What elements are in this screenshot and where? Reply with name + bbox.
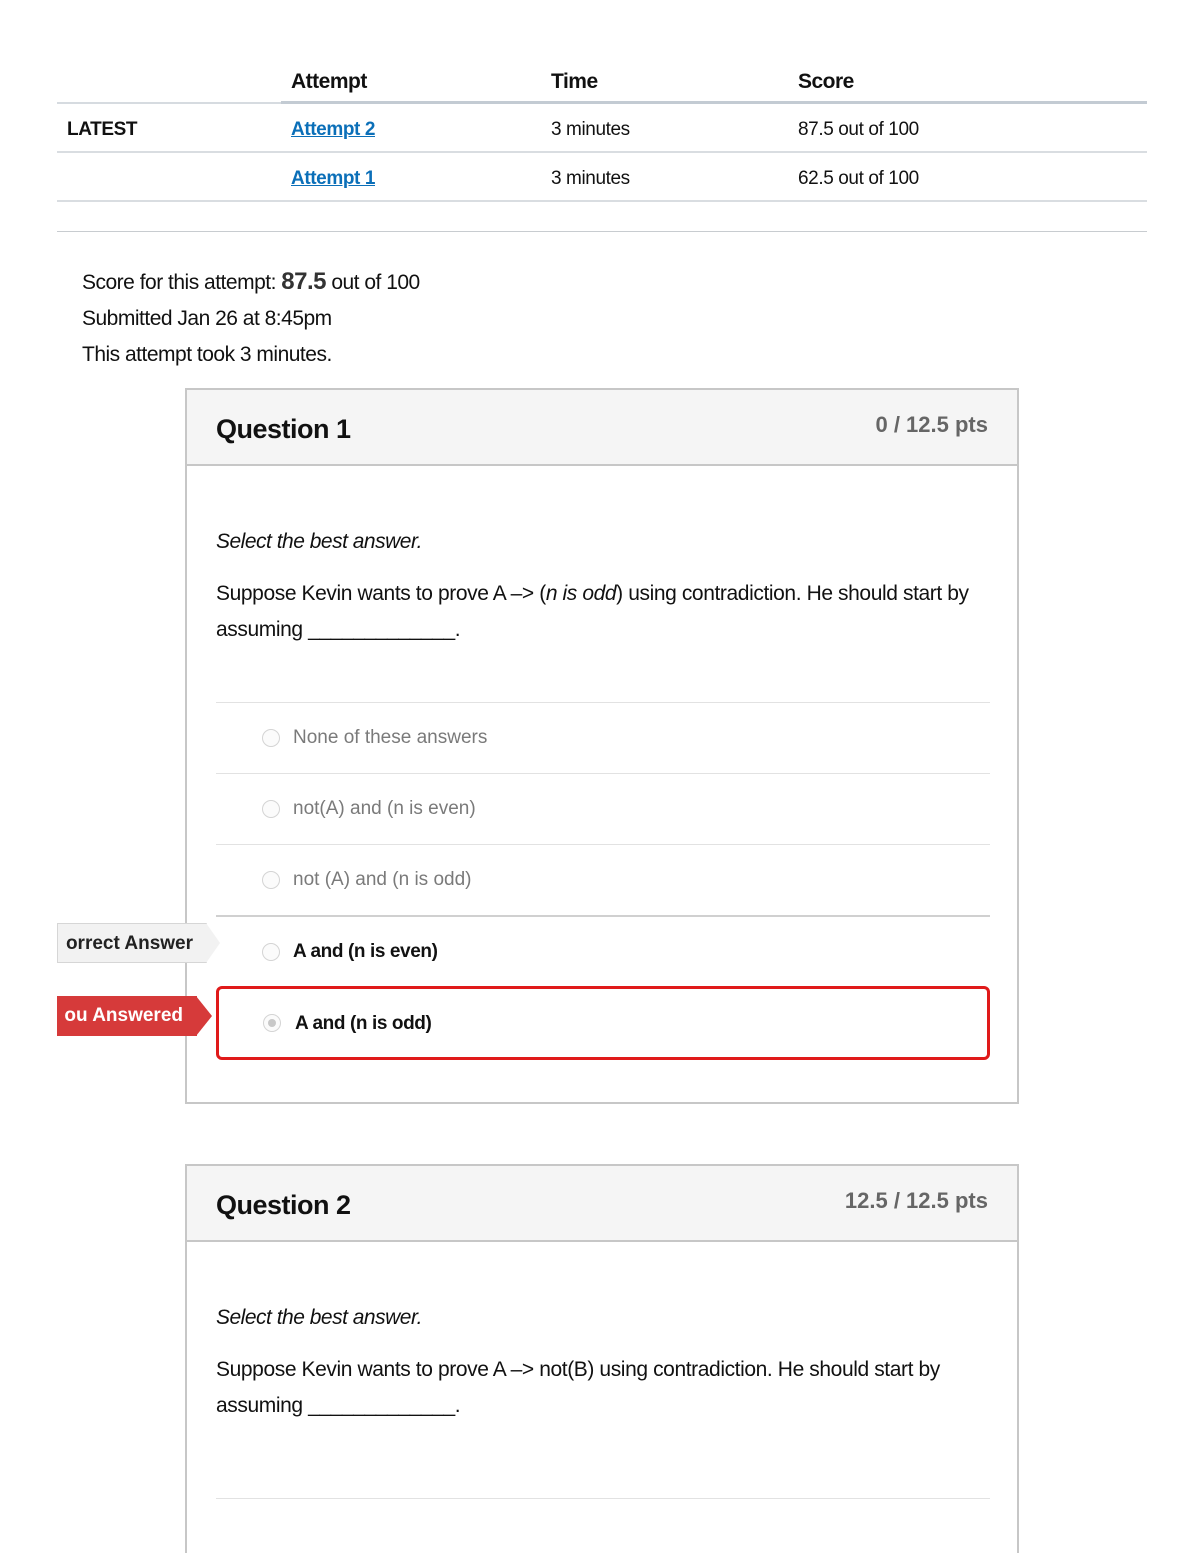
- submitted-line: Submitted Jan 26 at 8:45pm: [82, 307, 332, 330]
- answer-option[interactable]: [216, 702, 990, 773]
- question-instruction: Select the best answer.: [216, 1306, 423, 1329]
- score-prefix: Score for this attempt:: [82, 271, 276, 294]
- answer-text: not (A) and (n is odd): [293, 869, 472, 890]
- you-answered-tag: ou Answered: [57, 996, 197, 1036]
- duration-line: This attempt took 3 minutes.: [82, 343, 332, 366]
- question-points: 0 / 12.5 pts: [875, 412, 988, 437]
- radio-button[interactable]: [262, 729, 280, 747]
- question-header: [187, 1166, 1017, 1242]
- latest-label: LATEST: [67, 119, 138, 140]
- answer-divider: [216, 1498, 990, 1499]
- attempt-time: 3 minutes: [551, 168, 630, 189]
- section-divider: [57, 231, 1147, 232]
- attempts-table: [57, 60, 1147, 202]
- answer-option-selected[interactable]: [216, 986, 990, 1060]
- answer-text: A and (n is even): [293, 941, 438, 962]
- answer-text: A and (n is odd): [295, 1013, 432, 1034]
- radio-button-selected[interactable]: [263, 1014, 281, 1032]
- question-text-italic: n is odd: [545, 582, 617, 605]
- table-row: [57, 104, 1147, 153]
- table-row: [57, 153, 1147, 202]
- radio-button[interactable]: [262, 800, 280, 818]
- answer-option[interactable]: [216, 844, 990, 915]
- correct-answer-tag: orrect Answer: [57, 923, 207, 963]
- question-2-card: [185, 1164, 1019, 1553]
- question-points: 12.5 / 12.5 pts: [844, 1188, 988, 1213]
- header-time: Time: [551, 70, 598, 93]
- answer-text: not(A) and (n is even): [293, 798, 476, 819]
- question-instruction: Select the best answer.: [216, 530, 423, 553]
- question-text: Suppose Kevin wants to prove A –> not(B) using contradiction. He should start by assuming _____________.: [216, 1358, 940, 1417]
- answer-list: [216, 702, 990, 1060]
- question-text-part: Suppose Kevin wants to prove A –> (: [216, 582, 546, 605]
- attempt-2-link[interactable]: Attempt 2: [291, 119, 376, 140]
- score-line: [82, 264, 420, 301]
- attempt-score: 87.5 out of 100: [798, 119, 919, 140]
- header-score: Score: [798, 70, 854, 93]
- question-text-part: ) using contradiction. He should start by assuming _____________.: [216, 582, 969, 641]
- attempt-score: 62.5 out of 100: [798, 168, 919, 189]
- correct-answer-tag-arrow: [206, 923, 220, 963]
- attempts-table-header: [57, 60, 1147, 104]
- radio-button[interactable]: [262, 943, 280, 961]
- question-1-card: [185, 388, 1019, 1104]
- question-text: [216, 576, 996, 648]
- radio-button[interactable]: [262, 871, 280, 889]
- answer-option[interactable]: [216, 773, 990, 844]
- question-header: [187, 390, 1017, 466]
- answer-option-correct[interactable]: [216, 915, 990, 986]
- you-answered-tag-arrow: [196, 996, 212, 1036]
- score-value: 87.5: [281, 268, 326, 295]
- question-title: Question 1: [216, 414, 351, 444]
- attempt-summary: [82, 264, 420, 373]
- score-suffix: out of 100: [331, 271, 420, 294]
- attempt-1-link[interactable]: Attempt 1: [291, 168, 376, 189]
- question-title: Question 2: [216, 1190, 351, 1220]
- header-attempt: Attempt: [291, 70, 367, 93]
- attempt-time: 3 minutes: [551, 119, 630, 140]
- answer-text: None of these answers: [293, 727, 488, 748]
